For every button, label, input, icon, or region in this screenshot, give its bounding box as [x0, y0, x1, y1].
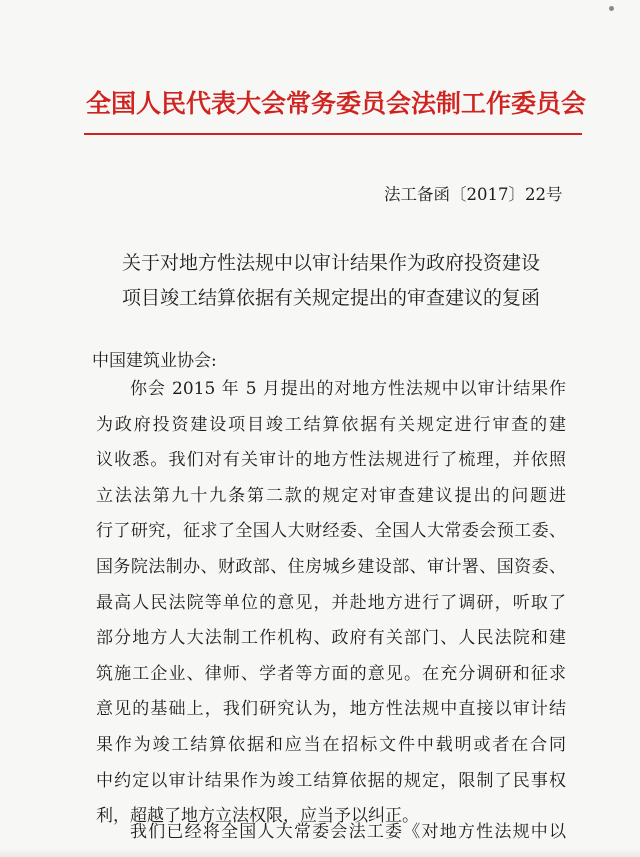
body-line: 我们已经将全国人大常委会法工委《对地方性法规中以: [130, 822, 566, 842]
body-line: 中约定以审计结果作为竣工结算依据的规定，限制了民事权: [96, 770, 566, 791]
body-line: 最高人民法院等单位的意见，并赴地方进行了调研，听取了: [96, 592, 566, 613]
body-line: 行了研究，征求了全国人大财经委、全国人大常委会预工委、: [96, 521, 566, 542]
body-line: 部分地方人大法制工作机构、政府有关部门、人民法院和建: [96, 628, 566, 649]
body-line: 筑施工企业、律师、学者等方面的意见。在充分调研和征求: [96, 663, 566, 684]
scan-speck: [609, 6, 614, 11]
document-title-line-2: 项目竣工结算依据有关规定提出的审查建议的复函: [121, 287, 540, 309]
body-line: 为政府投资建设项目竣工结算依据有关规定进行审查的建: [96, 414, 566, 435]
body-line: 议收悉。我们对有关审计的地方性法规进行了梳理，并依照: [96, 450, 566, 471]
letterhead-title: 全国人民代表大会常务委员会法制工作委员会: [86, 89, 587, 118]
salutation: 中国建筑业协会:: [92, 351, 217, 371]
body-line: 利，超越了地方立法权限，应当予以纠正。: [96, 806, 419, 827]
document-title-line-1: 关于对地方性法规中以审计结果作为政府投资建设: [121, 252, 540, 274]
body-line: 意见的基础上，我们研究认为，地方性法规中直接以审计结: [96, 699, 566, 720]
body-paragraph-1: [96, 372, 566, 835]
body-line: 你会 2015 年 5 月提出的对地方性法规中以审计结果作: [130, 379, 566, 399]
body-line: 立法法第九十九条第二款的规定对审查建议提出的问题进: [96, 485, 566, 506]
document-number: 法工备函〔2017〕22号: [384, 185, 563, 204]
body-line: 果作为竣工结算依据和应当在招标文件中载明或者在合同: [96, 734, 566, 755]
document-title: [86, 246, 576, 316]
body-line: 国务院法制办、财政部、住房城乡建设部、审计署、国资委、: [96, 556, 566, 577]
page-bottom-shadow: [0, 849, 640, 857]
body-paragraph-2: [96, 815, 566, 851]
letterhead-red-rule: [84, 133, 582, 135]
